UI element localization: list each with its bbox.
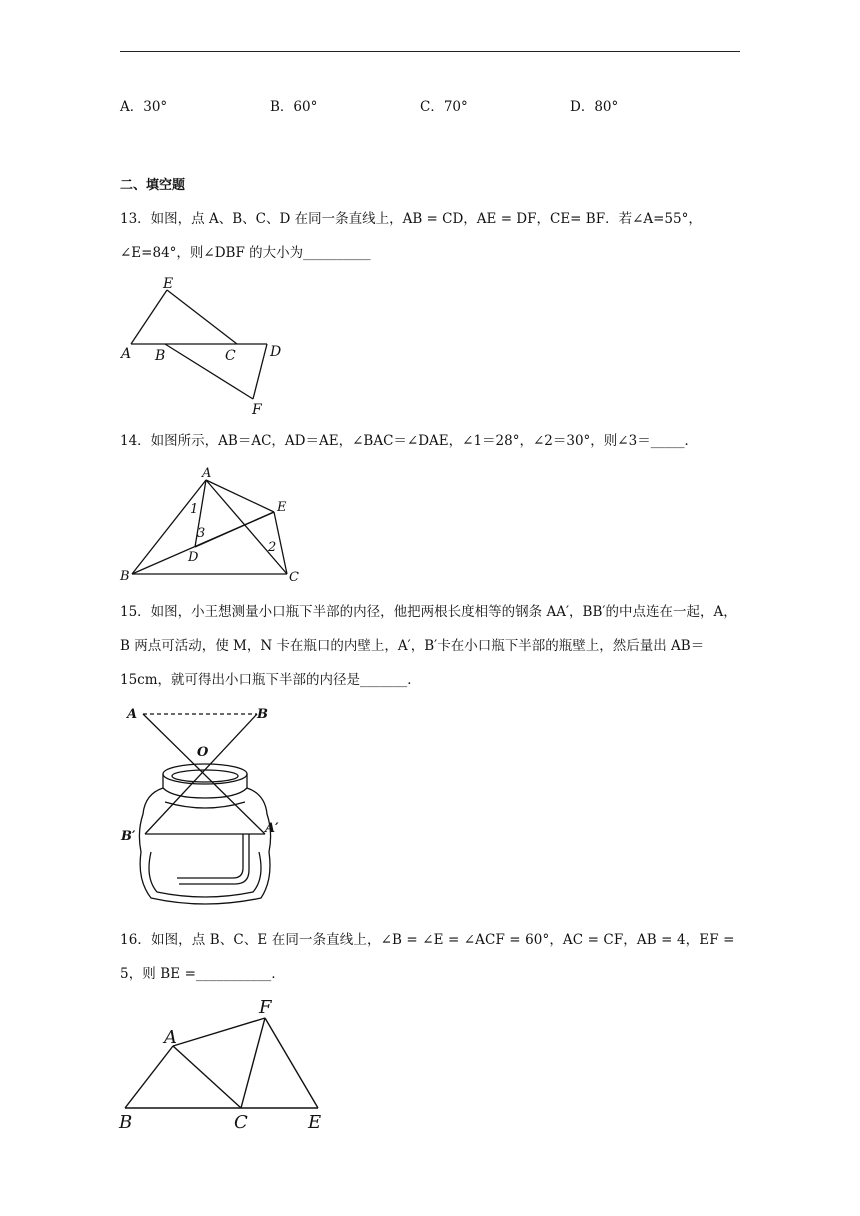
q14-label-d: D — [188, 550, 199, 565]
q14-label-3: 3 — [197, 526, 206, 541]
question-14-text: 14．如图所示，AB＝AC，AD＝AE，∠BAC＝∠DAE，∠1＝28°，∠2＝30°，则∠3＝_____． — [120, 433, 698, 449]
q13-label-d: D — [270, 344, 282, 360]
q15-label-b-prime: B′ — [121, 829, 136, 844]
question-13-figure — [115, 272, 295, 417]
question-14-figure — [115, 465, 315, 585]
question-16-figure — [115, 993, 330, 1133]
q14-label-c: C — [289, 570, 299, 585]
q13-label-a: A — [121, 346, 132, 362]
q13-label-b: B — [155, 348, 166, 364]
q16-label-e: E — [308, 1112, 322, 1133]
choice-d[interactable]: D．80° — [570, 99, 619, 115]
q13-label-c: C — [225, 348, 236, 364]
header-rule — [120, 51, 740, 52]
q13-label-e: E — [163, 276, 174, 292]
q14-label-b: B — [120, 569, 130, 584]
question-13-text: 13．如图，点 A、B、C、D 在同一条直线上，AB = CD，AE = DF，CE= BF．若∠A=55°，∠E=84°，则∠DBF 的大小为__________ — [120, 211, 702, 261]
q16-label-f: F — [259, 997, 272, 1018]
question-16-text: 16．如图，点 B、C、E 在同一条直线上，∠B = ∠E = ∠ACF = 60°，AC = CF，AB = 4，EF = 5，则 BE =___________． — [120, 932, 735, 982]
choice-b[interactable]: B．60° — [270, 99, 318, 115]
choice-c[interactable]: C．70° — [420, 99, 468, 115]
q14-label-e: E — [277, 500, 287, 515]
section-title: 二、填空题 — [120, 178, 186, 193]
choice-a[interactable]: A．30° — [120, 99, 168, 115]
question-15-figure — [115, 702, 295, 912]
q13-label-f: F — [252, 402, 262, 417]
q14-label-a: A — [202, 466, 212, 481]
q16-label-a: A — [164, 1027, 177, 1048]
q16-label-c: C — [234, 1112, 248, 1133]
q15-label-a-prime: A′ — [265, 821, 279, 836]
q15-label-a: A — [127, 707, 138, 722]
q15-label-b: B — [257, 707, 268, 722]
q14-label-1: 1 — [190, 502, 199, 517]
q14-label-2: 2 — [268, 540, 277, 555]
q16-label-b: B — [119, 1112, 133, 1133]
q15-label-o: O — [197, 745, 209, 760]
question-15-text: 15．如图，小王想测量小口瓶下半部的内径，他把两根长度相等的钢条 AA′，BB′的中点连在一起，A，B 两点可活动，使 M，N 卡在瓶口的内壁上，A′，B′卡在小口瓶下半部的瓶壁上，然后量出 AB＝15cm，就可得出小口瓶下半部的内径是_______． — [120, 604, 737, 688]
